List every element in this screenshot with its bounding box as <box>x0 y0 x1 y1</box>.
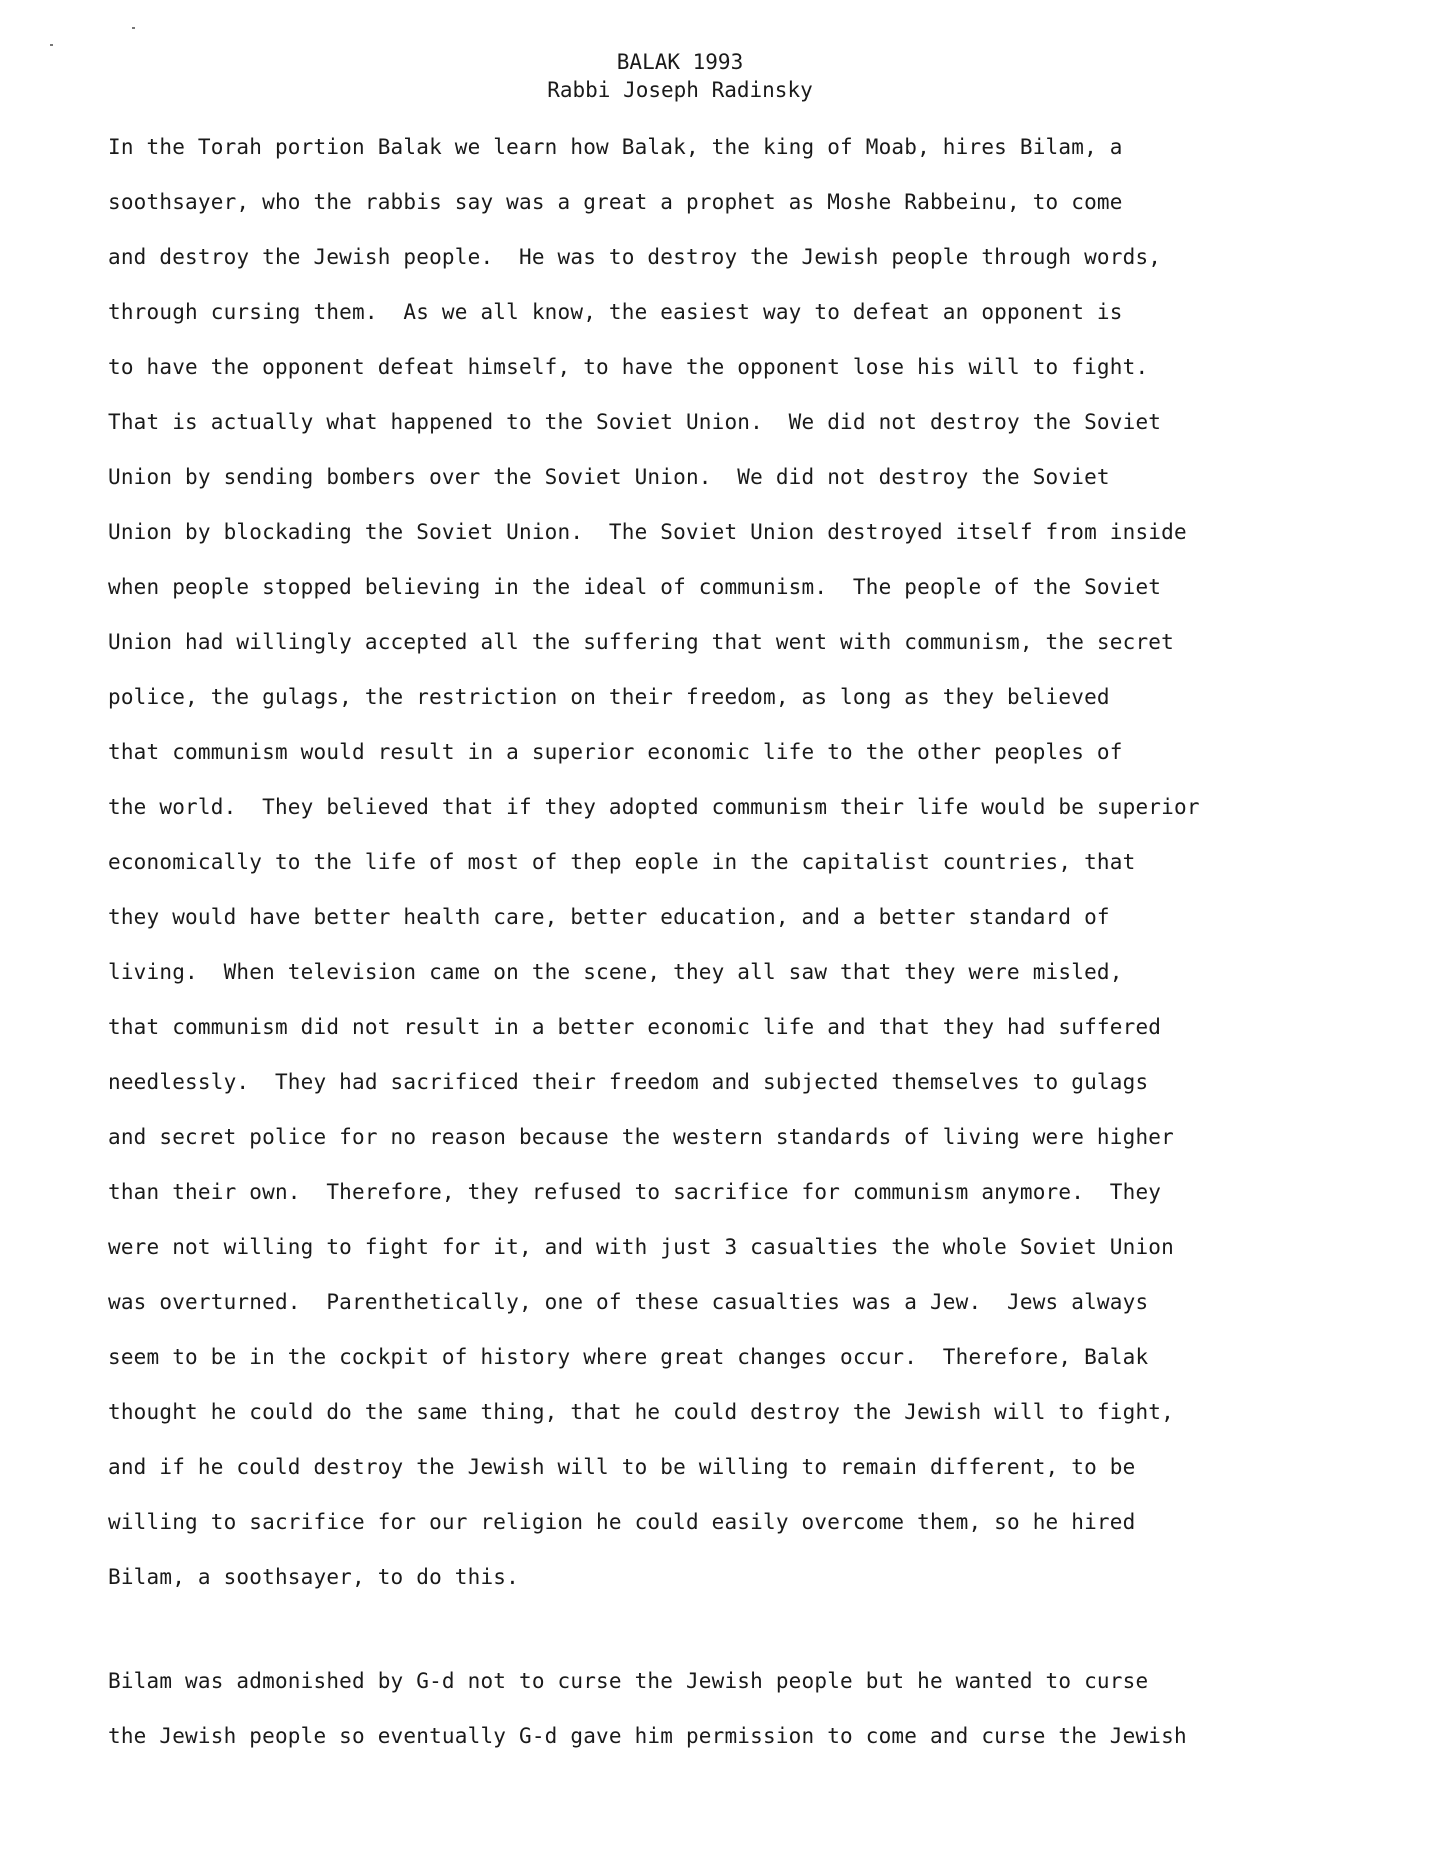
document-title: BALAK 1993 <box>616 50 744 74</box>
text-line: that communism did not result in a better economic life and that they had suffered <box>108 1015 1162 1039</box>
text-line: and secret police for no reason because the western standards of living were higher <box>108 1125 1174 1149</box>
text-line: than their own. Therefore, they refused to sacrifice for communism anymore. They <box>108 1180 1162 1204</box>
text-line: Bilam, a soothsayer, to do this. <box>108 1565 519 1589</box>
text-line: to have the opponent defeat himself, to have the opponent lose his will to fight. <box>108 355 1149 379</box>
paragraph <box>108 120 1358 1605</box>
text-line: and if he could destroy the Jewish will to be willing to remain different, to be <box>108 1455 1136 1479</box>
document-author: Rabbi Joseph Radinsky <box>547 78 813 102</box>
text-line: was overturned. Parenthetically, one of these casualties was a Jew. Jews always <box>108 1290 1149 1314</box>
text-line: economically to the life of most of thep eople in the capitalist countries, that <box>108 850 1136 874</box>
text-line: they would have better health care, better education, and a better standard of <box>108 905 1110 929</box>
text-line: and destroy the Jewish people. He was to destroy the Jewish people through words, <box>108 245 1162 269</box>
document-header <box>0 48 1360 104</box>
text-line: That is actually what happened to the Soviet Union. We did not destroy the Soviet <box>108 410 1162 434</box>
text-line: living. When television came on the scene, they all saw that they were misled, <box>108 960 1123 984</box>
text-line: were not willing to fight for it, and with just 3 casualties the whole Soviet Union <box>108 1235 1174 1259</box>
text-line: that communism would result in a superior economic life to the other peoples of <box>108 740 1123 764</box>
text-line: when people stopped believing in the ideal of communism. The people of the Soviet <box>108 575 1162 599</box>
text-line: through cursing them. As we all know, the easiest way to defeat an opponent is <box>108 300 1123 324</box>
text-line: the Jewish people so eventually G-d gave him permission to come and curse the Jewish <box>108 1724 1187 1748</box>
scan-speck <box>50 44 53 46</box>
text-line: willing to sacrifice for our religion he could easily overcome them, so he hired <box>108 1510 1136 1534</box>
text-line: police, the gulags, the restriction on their freedom, as long as they believed <box>108 685 1110 709</box>
text-line: needlessly. They had sacrificed their freedom and subjected themselves to gulags <box>108 1070 1149 1094</box>
text-line: the world. They believed that if they adopted communism their life would be superior <box>108 795 1200 819</box>
scan-speck <box>132 27 135 29</box>
text-line: Union had willingly accepted all the suffering that went with communism, the secret <box>108 630 1174 654</box>
text-line: soothsayer, who the rabbis say was a great a prophet as Moshe Rabbeinu, to come <box>108 190 1123 214</box>
text-line: Union by sending bombers over the Soviet Union. We did not destroy the Soviet <box>108 465 1110 489</box>
text-line: Union by blockading the Soviet Union. The Soviet Union destroyed itself from inside <box>108 520 1187 544</box>
paragraph <box>108 1654 1358 1764</box>
text-line: thought he could do the same thing, that he could destroy the Jewish will to fight, <box>108 1400 1174 1424</box>
text-line: seem to be in the cockpit of history where great changes occur. Therefore, Balak <box>108 1345 1149 1369</box>
text-line: Bilam was admonished by G-d not to curse the Jewish people but he wanted to curse <box>108 1669 1149 1693</box>
text-line: In the Torah portion Balak we learn how Balak, the king of Moab, hires Bilam, a <box>108 135 1123 159</box>
